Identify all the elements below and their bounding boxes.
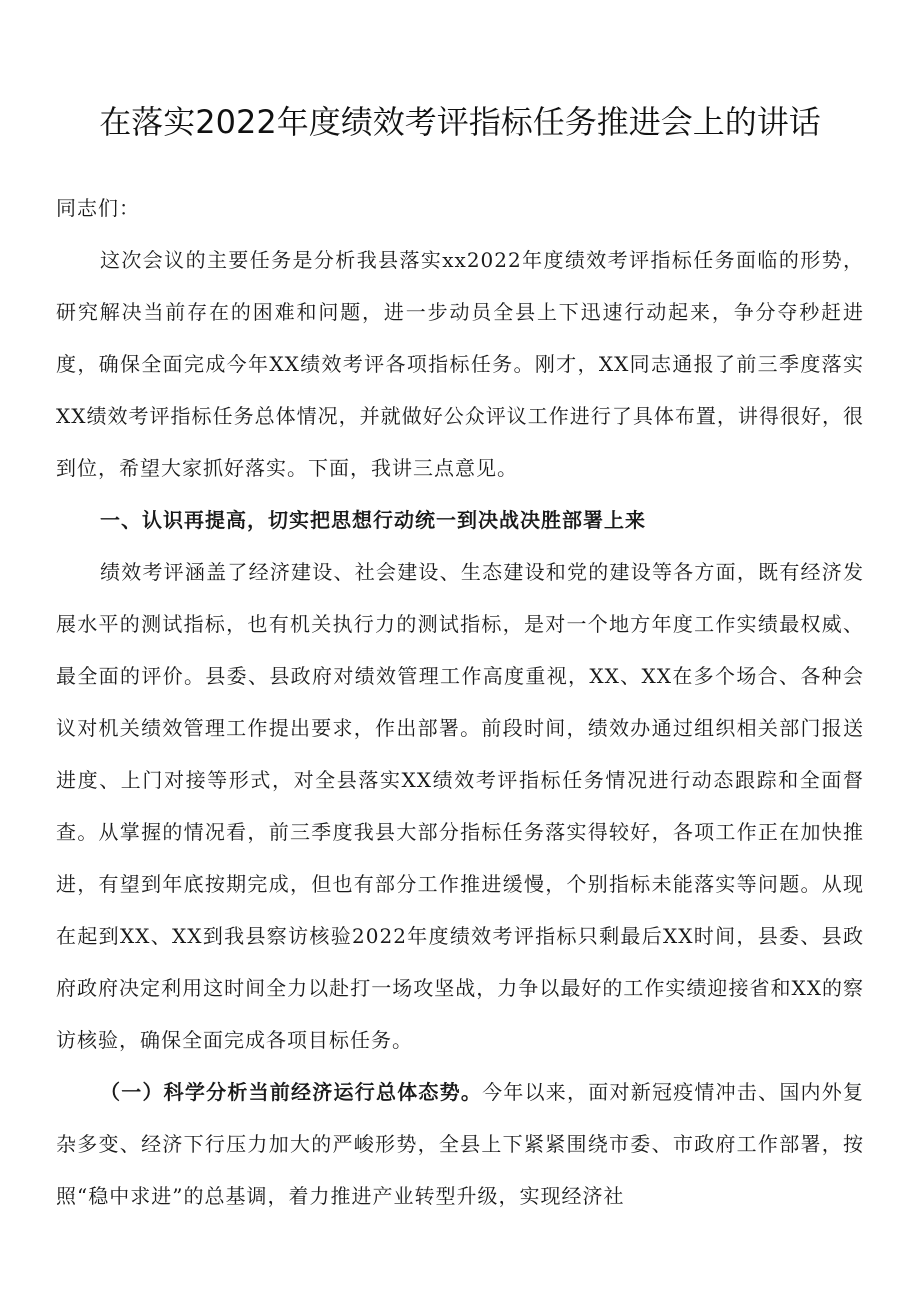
document-title: 在落实2022年度绩效考评指标任务推进会上的讲话: [99, 103, 821, 141]
paragraph-performance: 绩效考评涵盖了经济建设、社会建设、生态建设和党的建设等各方面，既有经济发展水平的测试指标，也有机关执行力的测试指标，是对一个地方年度工作实绩最权威、最全面的评价。县委、县政府对绩效管理工作高度重视，XX、XX在多个场合、各种会议对机关绩效管理工作提出要求，作出部署。前段时间，绩效办通过组织相关部门报送进度、上门对接等形式，对全县落实XX绩效考评指标任务情况进行动态跟踪和全面督查。从掌握的情况看，前三季度我县大部分指标任务落实得较好，各项工作正在加快推进，有望到年底按期完成，但也有部分工作推进缓慢，个别指标未能落实等问题。从现在起到XX、XX到我县察访核验2022年度绩效考评指标只剩最后XX时间，县委、县政府政府决定利用这时间全力以赴打一场攻坚战，力争以最好的工作实绩迎接省和XX的察访核验，确保全面完成各项目标任务。: [56, 560, 864, 1052]
subsection-1-text: 今年以来，面对新冠疫情冲击、国内外复杂多变、经济下行压力加大的严峻形势，全县上下紧紧围绕市委、市政府工作部署，按照“稳中求进”的总基调，着力推进产业转型升级，实现经济社: [56, 1080, 865, 1208]
section-heading-1: 一、认识再提高，切实把思想行动统一到决战决胜部署上来: [100, 508, 646, 532]
paragraph-intro: 这次会议的主要任务是分析我县落实xx2022年度绩效考评指标任务面临的形势，研究解决当前存在的困难和问题，进一步动员全县上下迅速行动起来，争分夺秒赶进度，确保全面完成今年XX绩效考评各项指标任务。刚才，XX同志通报了前三季度落实XX绩效考评指标任务总体情况，并就做好公众评议工作进行了具体布置，讲得很好，很到位，希望大家抓好落实。下面，我讲三点意见。: [56, 248, 864, 480]
subsection-heading-1: （一）科学分析当前经济运行总体态势。: [100, 1080, 483, 1104]
paragraph-subsection-1: [56, 1066, 864, 1222]
greeting: 同志们：: [56, 196, 140, 220]
